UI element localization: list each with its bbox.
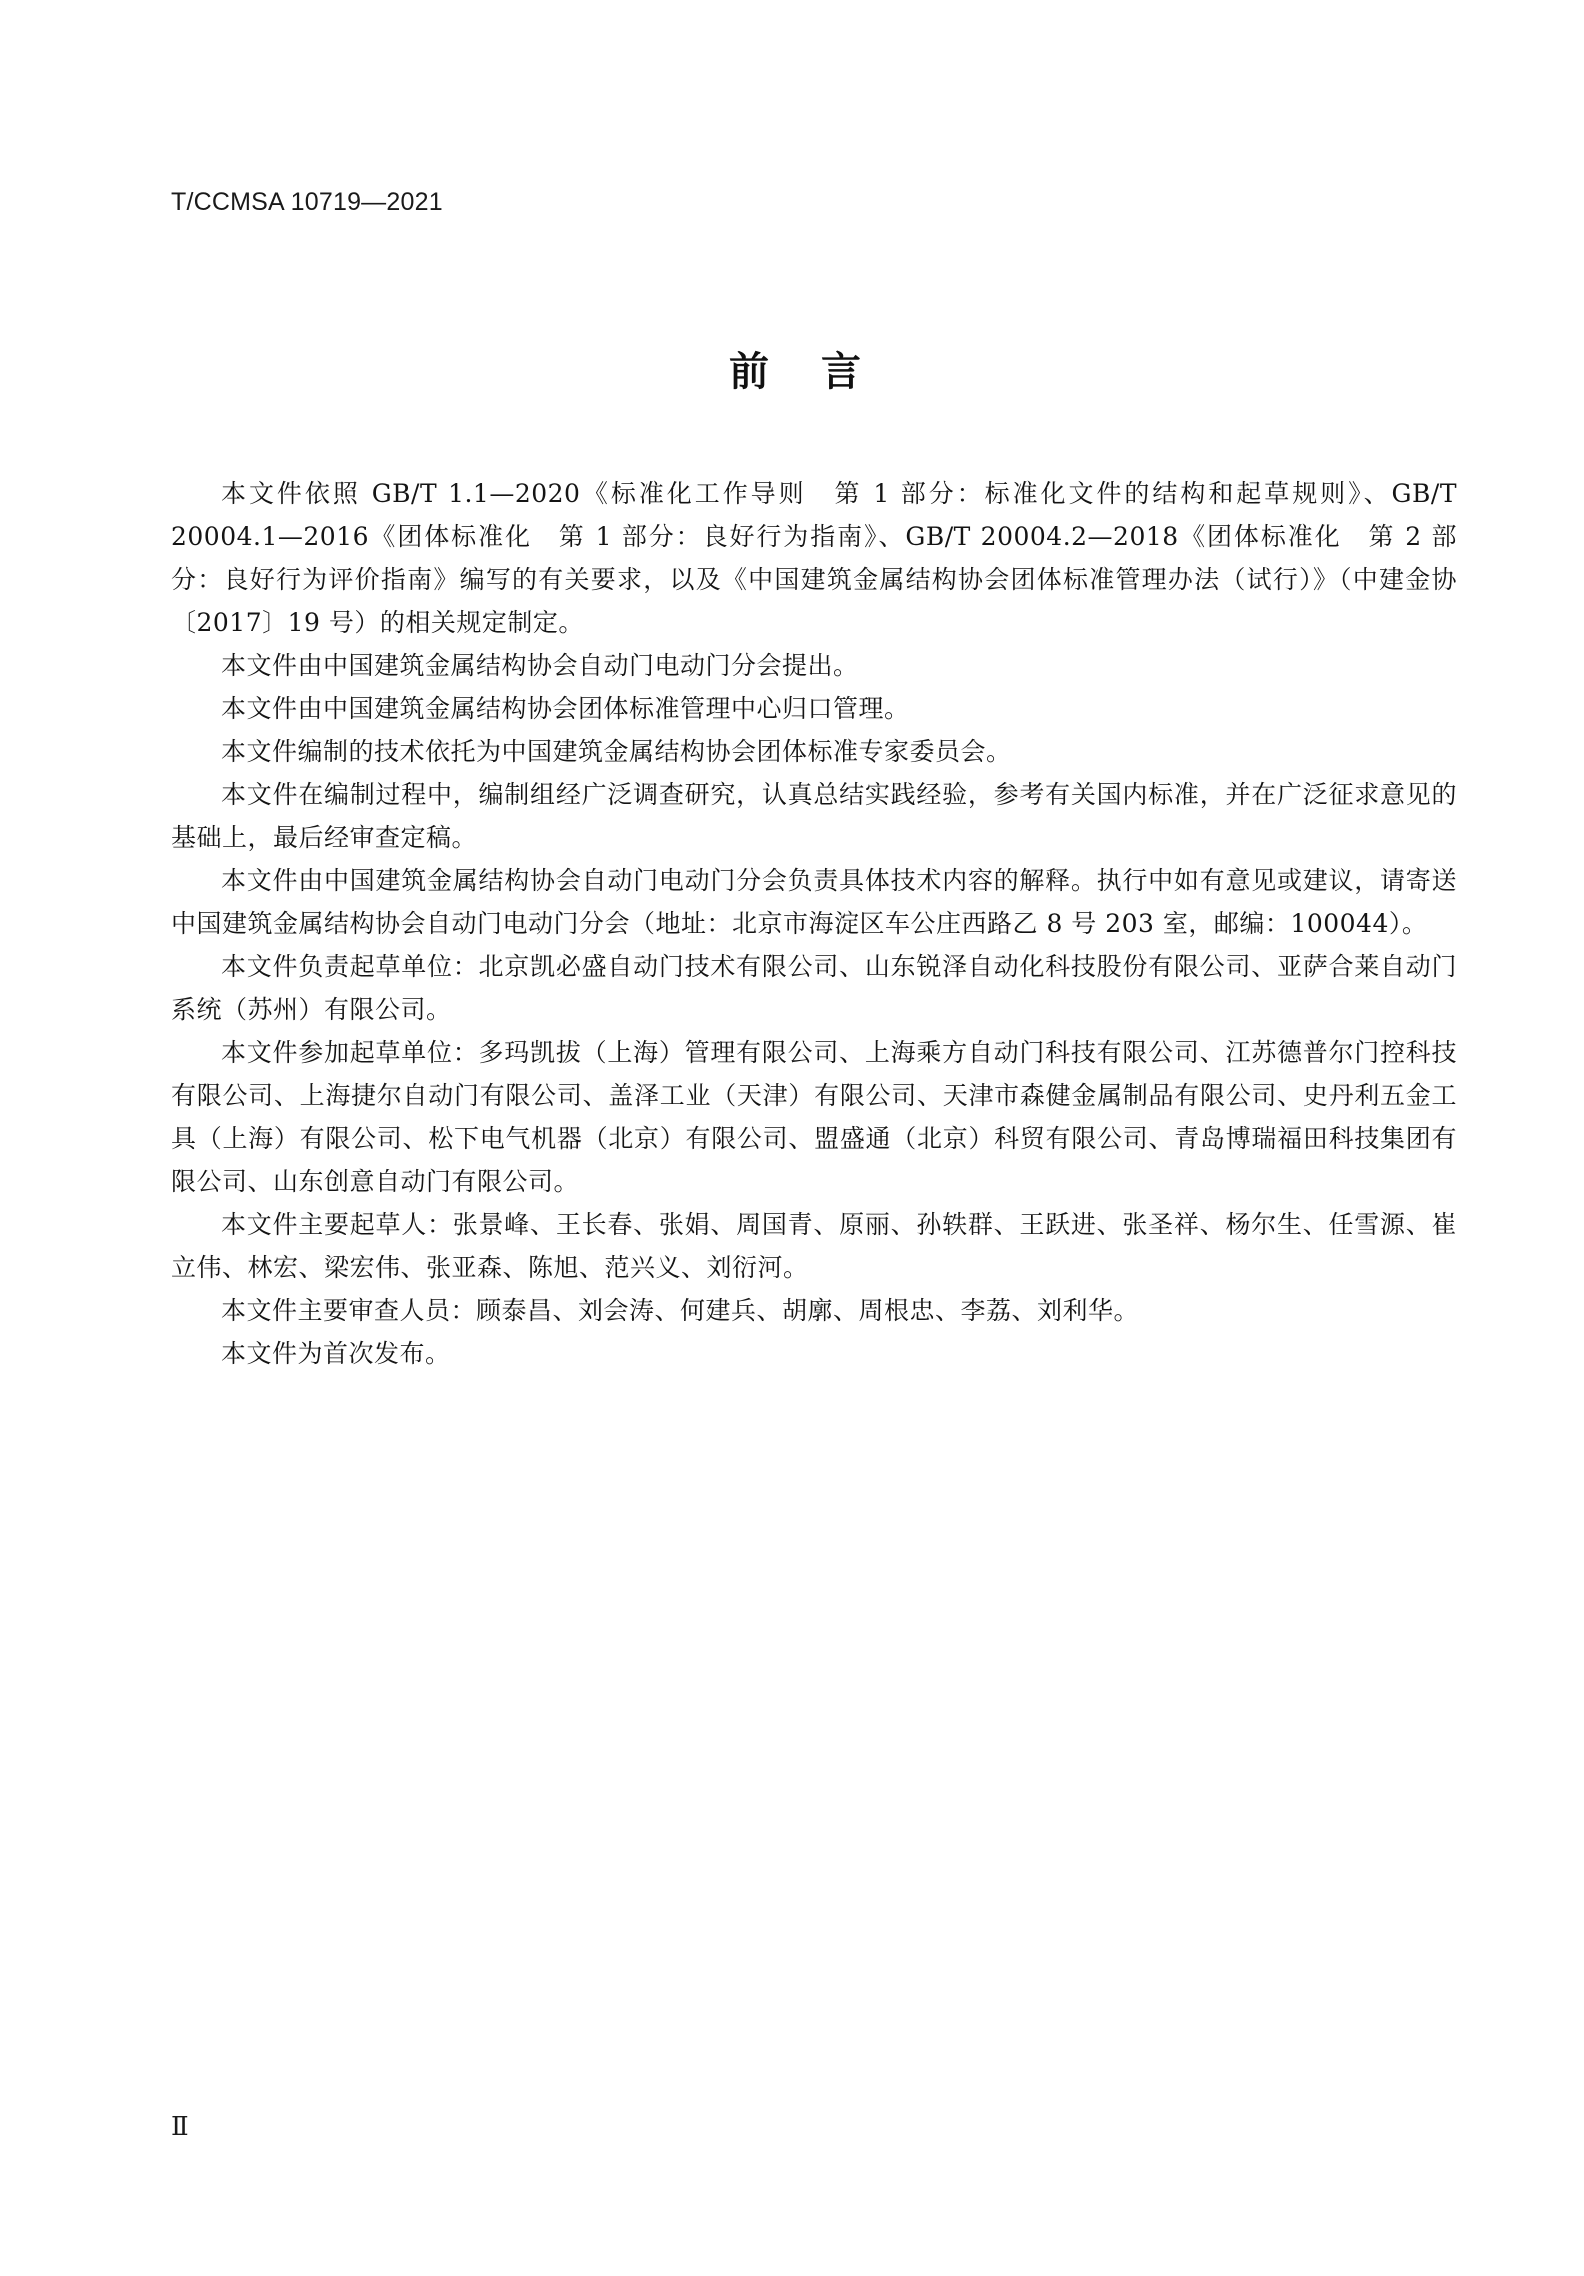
paragraph-participating-drafters: 本文件参加起草单位：多玛凯拔（上海）管理有限公司、上海乘方自动门科技有限公司、江苏德普尔门控科技有限公司、上海捷尔自动门有限公司、盖泽工业（天津）有限公司、天津市森健金属制品有限公司、史丹利五金工具（上海）有限公司、松下电气机器（北京）有限公司、盟盛通（北京）科贸有限公司、青岛博瑞福田科技集团有限公司、山东创意自动门有限公司。 [171,1038,1457,1196]
paragraph-interpretation: 本文件由中国建筑金属结构协会自动门电动门分会负责具体技术内容的解释。执行中如有意见或建议，请寄送中国建筑金属结构协会自动门电动门分会（地址：北京市海淀区车公庄西路乙 8 号 203 室，邮编：100044）。 [171,866,1457,938]
paragraph-reviewers: 本文件主要审查人员：顾泰昌、刘会涛、何建兵、胡廓、周根忠、李荔、刘利华。 [221,1296,1140,1325]
document-code: T/CCMSA 10719—2021 [171,188,443,216]
paragraph-lead-drafters: 本文件负责起草单位：北京凯必盛自动门技术有限公司、山东锐泽自动化科技股份有限公司、亚萨合莱自动门系统（苏州）有限公司。 [171,952,1457,1024]
paragraph-drafting-process: 本文件在编制过程中，编制组经广泛调查研究，认真总结实践经验，参考有关国内标准，并在广泛征求意见的基础上，最后经审查定稿。 [171,780,1457,852]
foreword-body [171,472,1457,1375]
paragraph-proposer: 本文件由中国建筑金属结构协会自动门电动门分会提出。 [221,651,859,680]
page-title: 前言 [729,349,913,395]
paragraph-first-release: 本文件为首次发布。 [221,1339,451,1368]
page-number: Ⅱ [171,2112,189,2142]
paragraph-technical-support: 本文件编制的技术依托为中国建筑金属结构协会团体标准专家委员会。 [221,737,1012,766]
paragraph-main-drafters: 本文件主要起草人：张景峰、王长春、张娟、周国青、原丽、孙轶群、王跃进、张圣祥、杨尔生、任雪源、崔立伟、林宏、梁宏伟、张亚森、陈旭、范兴义、刘衍河。 [171,1210,1457,1282]
paragraph-management: 本文件由中国建筑金属结构协会团体标准管理中心归口管理。 [221,694,910,723]
paragraph-basis: 本文件依照 GB/T 1.1—2020《标准化工作导则 第 1 部分：标准化文件的结构和起草规则》、GB/T 20004.1—2016《团体标准化 第 1 部分：良好行为指南》、GB/T 20004.2—2018《团体标准化 第 2 部分：良好行为评价指南》编写的有关要求，以及《中国建筑金属结构协会团体标准管理办法（试行）》（中建金协〔2017〕19 号）的相关规定制定。 [171,479,1457,637]
